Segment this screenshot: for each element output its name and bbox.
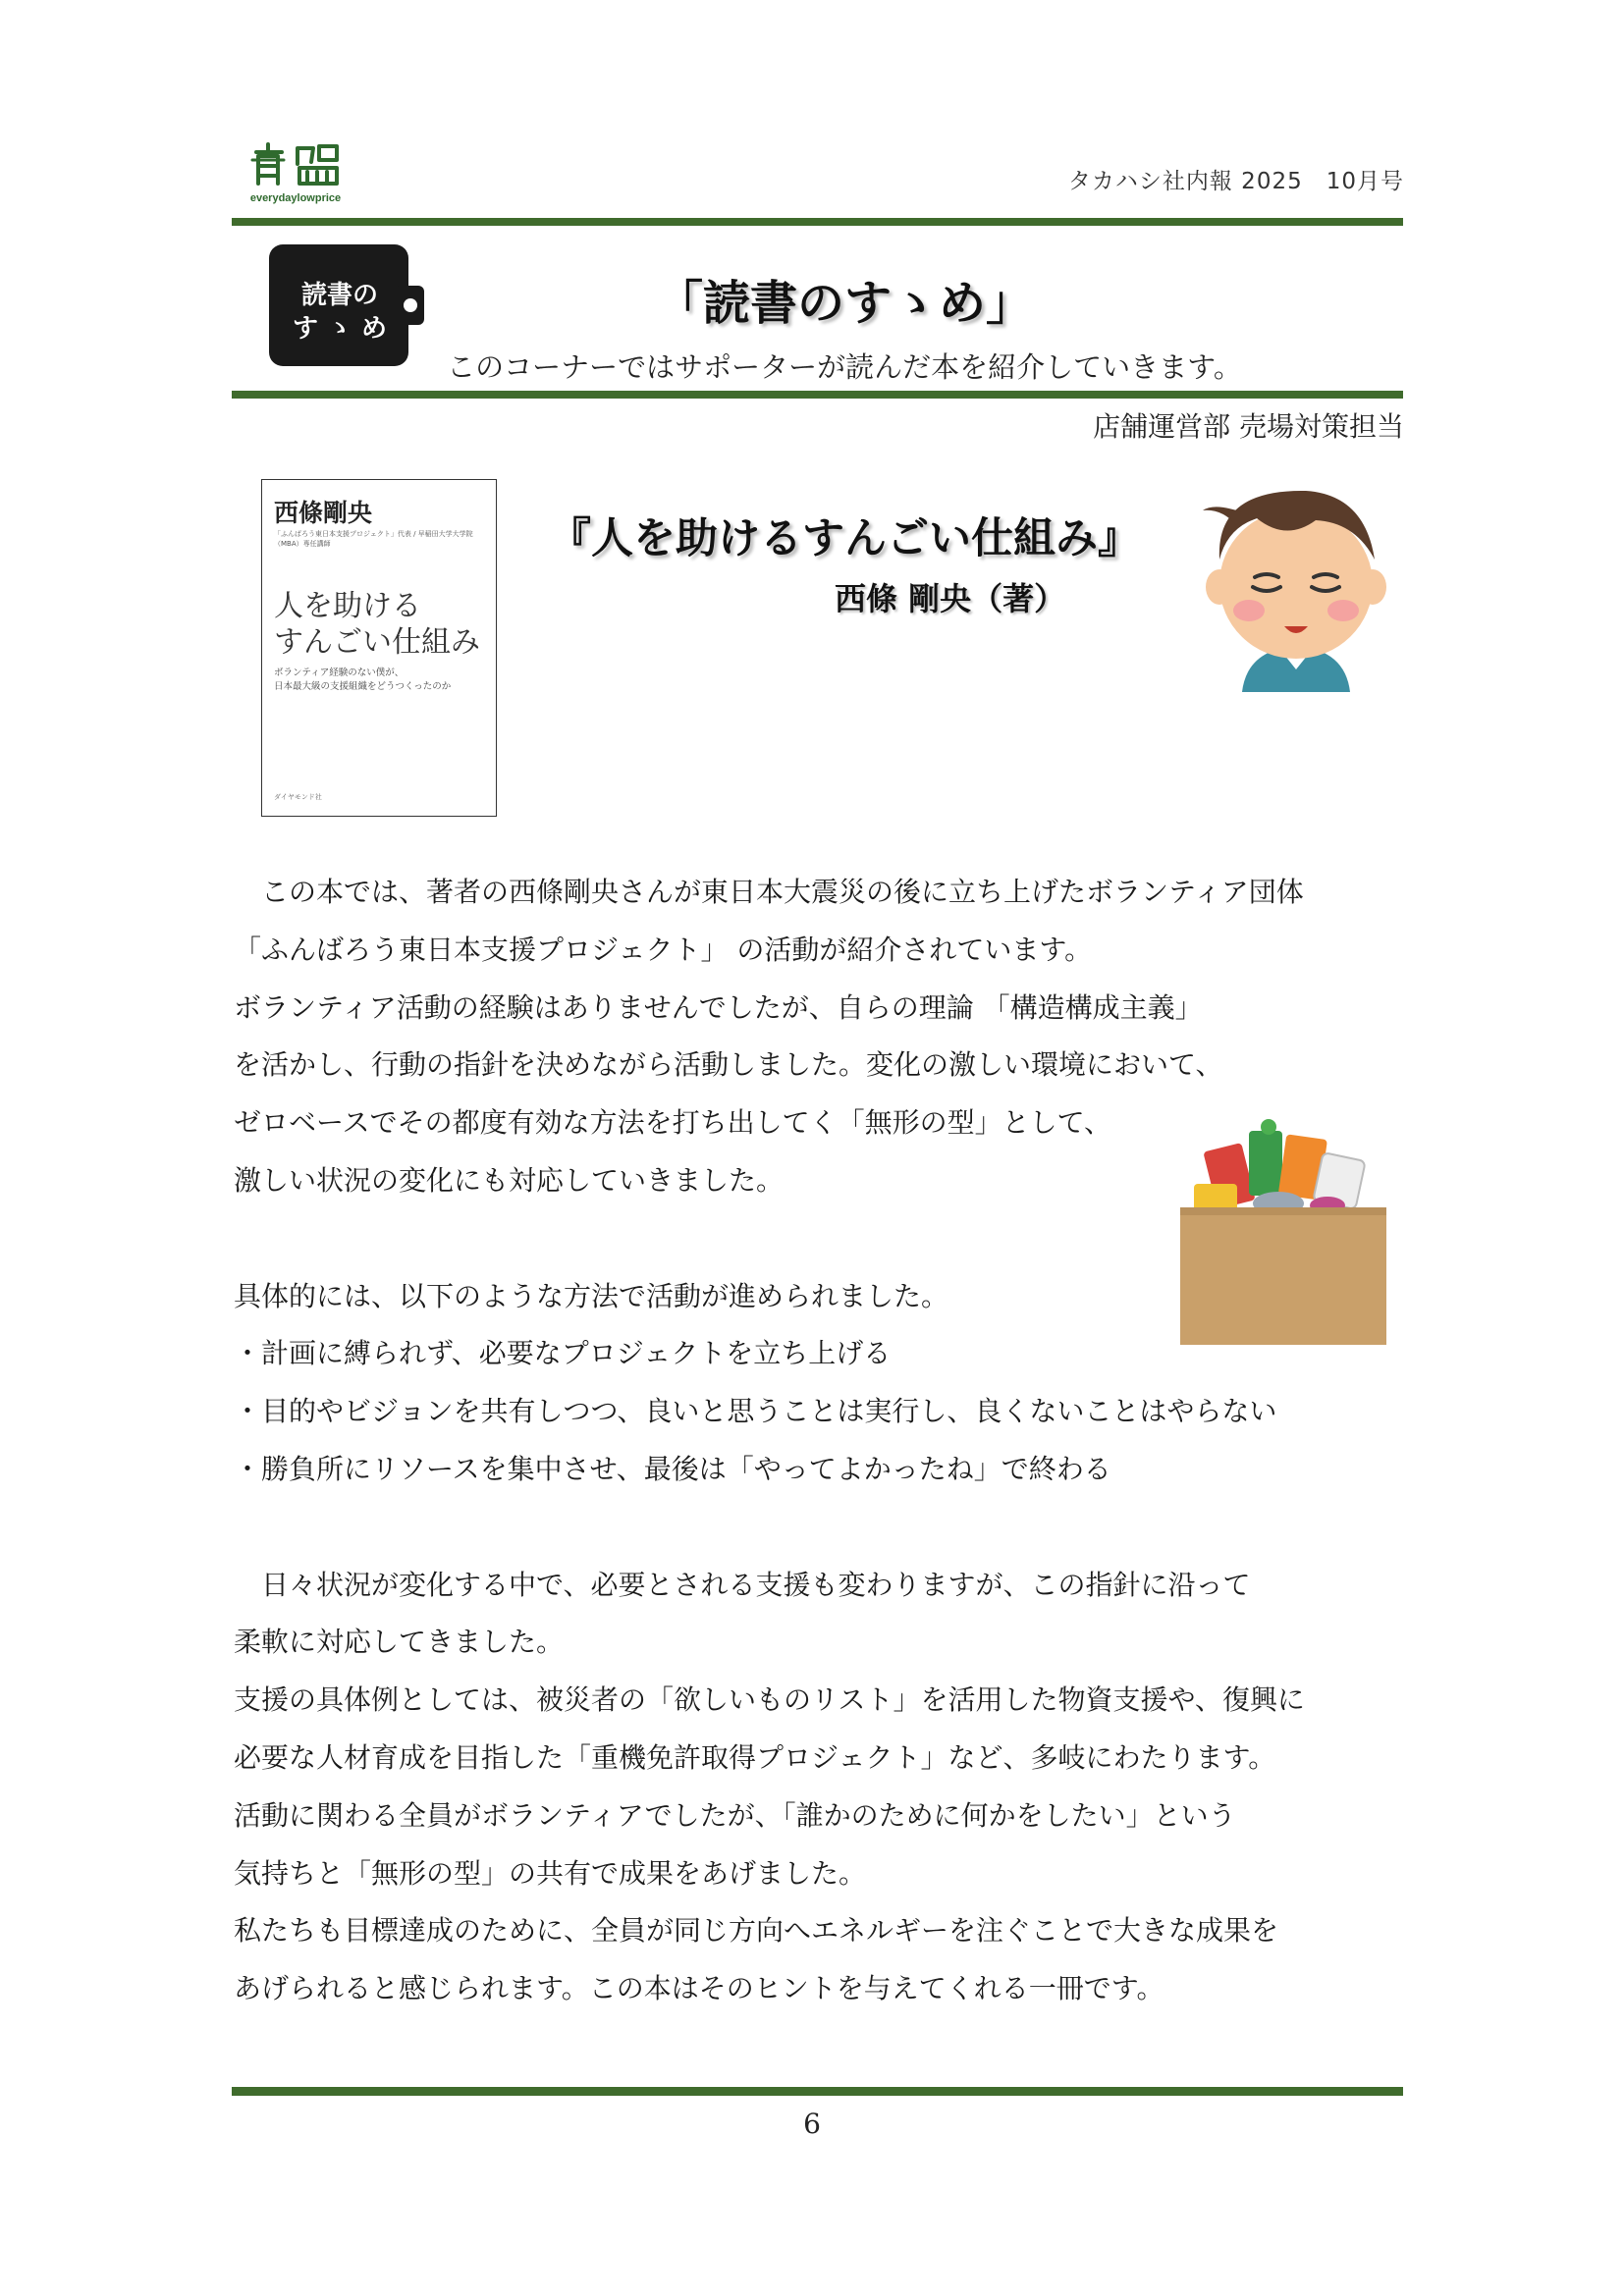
body-line: この本では、著者の西條剛央さんが東日本大震災の後に立ち上げたボランティア団体 xyxy=(234,876,1304,908)
body-line: 活動に関わる全員がボランティアでしたが、「誰かのために何かをしたい」という xyxy=(234,1798,1236,1832)
body-line: 柔軟に対応してきました。 xyxy=(234,1626,565,1659)
body-line: 日々状況が変化する中で、必要とされる支援も変わりますが、この指針に沿って xyxy=(234,1568,1251,1601)
body-line: 激しい状況の変化にも対応していきました。 xyxy=(234,1163,785,1197)
body-line: ・勝負所にリソースを集中させ、最後は「やってよかったね」で終わる xyxy=(234,1452,1111,1485)
department-label: 店舗運営部 売場対策担当 xyxy=(1093,410,1404,443)
cover-title xyxy=(274,588,480,661)
body-line xyxy=(234,1499,1392,1557)
cover-publisher: ダイヤモンド社 xyxy=(274,793,322,801)
supply-box-illustration xyxy=(1180,1117,1386,1345)
body-line: ゼロベースでその都度有効な方法を打ち出してく「無形の型」として、 xyxy=(234,1106,1112,1140)
book-title: 『人を助けるすんごい仕組み』 xyxy=(549,514,1140,563)
article-body xyxy=(234,864,1392,2018)
body-line: 必要な人材育成を目指した「重機免許取得プロジェクト」など、多岐にわたります。 xyxy=(234,1740,1276,1774)
logo-tagline: everydaylowprice xyxy=(249,192,342,204)
body-line: ・計画に縛られず、必要なプロジェクトを立ち上げる xyxy=(234,1337,892,1370)
cover-title-line1: 人を助ける xyxy=(274,589,421,623)
page-number: 6 xyxy=(803,2108,821,2140)
reader-face-illustration xyxy=(1198,481,1394,692)
body-line: ボランティア活動の経験はありませんでしたが、自らの理論 「構造構成主義」 xyxy=(234,990,1203,1024)
corner-title: 「読書のすゝめ」 xyxy=(655,276,1033,331)
cover-subtitle xyxy=(274,667,490,694)
body-line: あげられると感じられます。この本はそのヒントを与えてくれる一冊です。 xyxy=(234,1972,1164,2005)
cover-subtitle-line2: 日本最大級の支援組織をどうつくったのか xyxy=(274,681,452,692)
cover-subtitle-line1: ボランティア経験のない僕が、 xyxy=(274,667,405,678)
footer-rule xyxy=(232,2087,1403,2096)
cover-small-text: 「ふんばろう東日本支援プロジェクト」代表 / 早稲田大学大学院（MBA）専任講師 xyxy=(274,530,473,548)
section-rule xyxy=(232,391,1403,399)
top-rule xyxy=(232,218,1403,226)
corner-badge xyxy=(267,242,426,368)
body-line: 具体的には、以下のような方法で活動が進められました。 xyxy=(234,1279,949,1312)
body-line: を活かし、行動の指針を決めながら活動しました。変化の激しい環境において、 xyxy=(234,1048,1223,1082)
cover-title-line2: すんごい仕組み xyxy=(274,625,480,660)
body-line: 「ふんばろう東日本支援プロジェクト」 の活動が紹介されています。 xyxy=(234,933,1093,966)
issue-label: タカハシ社内報 2025 10月号 xyxy=(1067,169,1404,194)
book-author: 西條 剛央（著） xyxy=(835,580,1066,617)
badge-text-line2: す ゝ め xyxy=(292,314,388,344)
body-line: ・目的やビジョンを共有しつつ、良いと思うことは実行し、良くないことはやらない xyxy=(234,1395,1277,1428)
body-line: 支援の具体例としては、被災者の「欲しいものリスト」を活用した物資支援や、復興に xyxy=(234,1683,1305,1717)
body-line: 気持ちと「無形の型」の共有で成果をあげました。 xyxy=(234,1856,867,1890)
body-line: 私たちも目標達成のために、全員が同じ方向へエネルギーを注ぐことで大きな成果を xyxy=(234,1914,1279,1948)
book-cover xyxy=(261,479,497,817)
cover-author: 西條剛央 xyxy=(274,499,373,527)
company-logo xyxy=(248,140,343,205)
badge-text-line1: 読書の xyxy=(300,281,379,310)
corner-description: このコーナーではサポーターが読んだ本を紹介していきます。 xyxy=(447,350,1242,384)
